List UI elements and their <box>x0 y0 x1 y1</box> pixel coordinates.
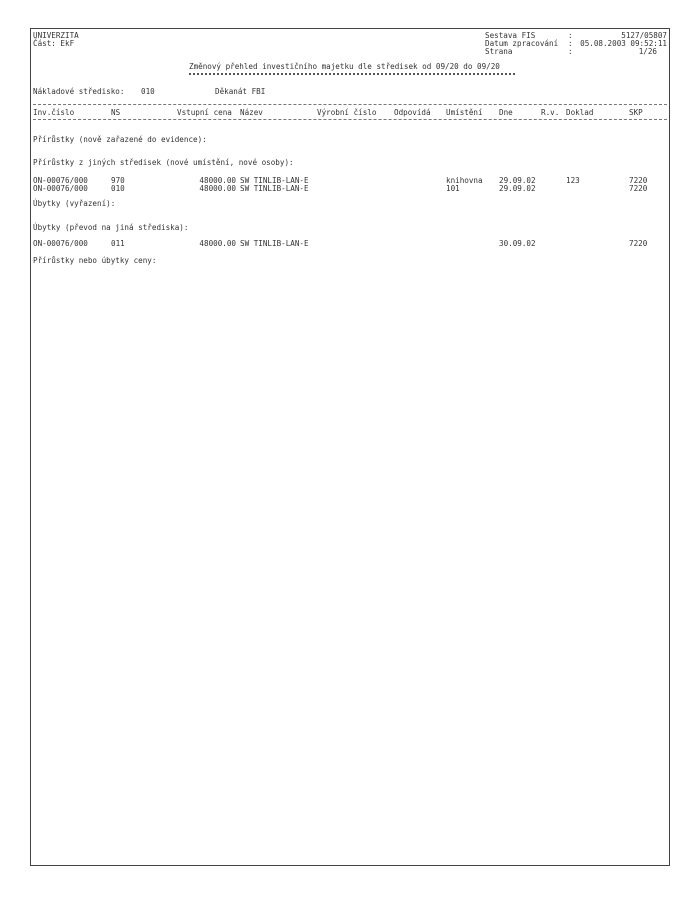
row-inv: ON-00076/000 <box>33 239 88 248</box>
col-doc: Doklad <box>566 108 594 117</box>
row-doc: 123 <box>566 176 580 185</box>
row-date: 30.09.02 <box>499 239 536 248</box>
header-rule-top <box>33 104 667 105</box>
section-transfer-out: Úbytky (převod na jiná střediska): <box>33 223 189 232</box>
title-underline <box>189 73 515 75</box>
report-page <box>30 28 670 866</box>
header-rule-bottom <box>33 119 667 120</box>
row-date: 29.09.02 <box>499 184 536 193</box>
row-price: 48000.00 <box>199 184 236 193</box>
report-title: Změnový přehled investičního majetku dle středisek od 09/20 do 09/20 <box>189 62 500 71</box>
cost-center-label: Nákladové středisko: <box>33 87 125 96</box>
row-price: 48000.00 <box>199 176 236 185</box>
row-skp: 7220 <box>629 176 648 185</box>
org-part: Část: EkF <box>33 39 75 48</box>
date-label: Datum zpracování <box>485 39 559 48</box>
row-skp: 7220 <box>629 184 648 193</box>
col-price: Vstupní cena <box>177 108 232 117</box>
row-ns: 011 <box>111 239 125 248</box>
row-skp: 7220 <box>629 239 648 248</box>
row-date: 29.09.02 <box>499 176 536 185</box>
col-name: Název <box>240 108 263 117</box>
cost-center-code: 010 <box>141 87 155 96</box>
col-inv: Inv.číslo <box>33 108 75 117</box>
col-date: Dne <box>499 108 513 117</box>
col-rv: R.v. <box>541 108 560 117</box>
row-ns: 010 <box>111 184 125 193</box>
date-sep: : <box>568 39 573 48</box>
cost-center-name: Děkanát FBI <box>215 87 266 96</box>
row-name: SW TINLIB-LAN-E <box>240 239 309 248</box>
section-new: Přírůstky (nově zařazené do evidence): <box>33 135 207 144</box>
org-name: UNIVERZITA <box>33 31 79 40</box>
row-location: knihovna <box>446 176 483 185</box>
col-serial: Výrobní číslo <box>317 108 377 117</box>
row-ns: 970 <box>111 176 125 185</box>
page-sep: : <box>568 47 573 56</box>
report-label: Sestava FIS <box>485 31 536 40</box>
page-number: 1/26 <box>638 47 657 56</box>
section-price-change: Přírůstky nebo úbytky ceny: <box>33 256 157 265</box>
col-location: Umístění <box>446 108 483 117</box>
row-inv: ON-00076/000 <box>33 176 88 185</box>
row-price: 48000.00 <box>199 239 236 248</box>
row-location: 101 <box>446 184 460 193</box>
row-name: SW TINLIB-LAN-E <box>240 184 309 193</box>
row-name: SW TINLIB-LAN-E <box>240 176 309 185</box>
processing-date: 05.08.2003 09:52:11 <box>580 39 667 48</box>
section-disposal: Úbytky (vyřazení): <box>33 199 116 208</box>
report-sep: : <box>568 31 573 40</box>
col-responsible: Odpovídá <box>394 108 431 117</box>
page-label: Strana <box>485 47 513 56</box>
row-inv: ON-00076/000 <box>33 184 88 193</box>
report-number: 5127/05807 <box>621 31 667 40</box>
col-skp: SKP <box>629 108 643 117</box>
section-transfer-in: Přírůstky z jiných středisek (nové umístění, nové osoby): <box>33 158 294 167</box>
col-ns: NS <box>111 108 121 117</box>
